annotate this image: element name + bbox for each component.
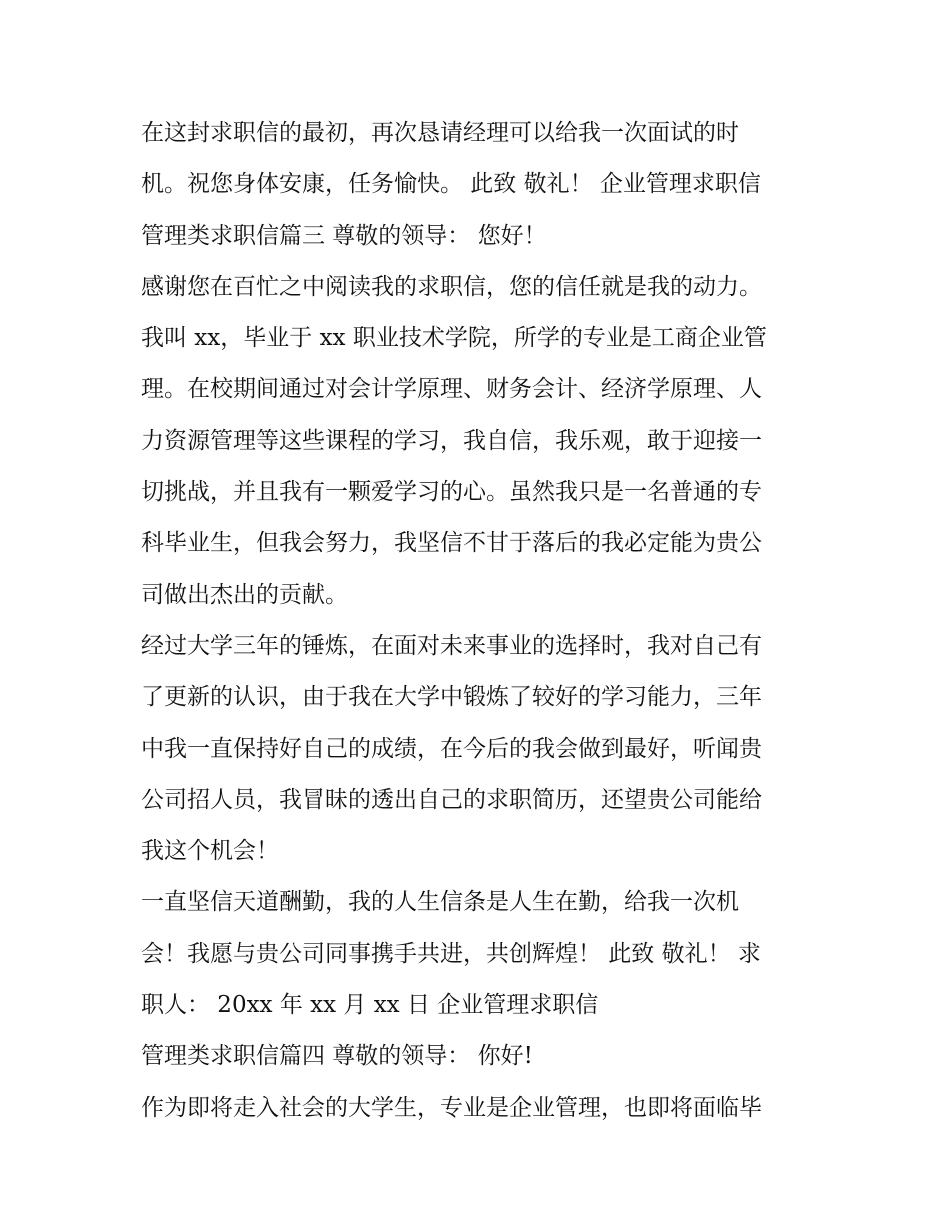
text-line: 了更新的认识，由于我在大学中锻炼了较好的学习能力，三年 [141, 684, 762, 711]
text-line: 经过大学三年的锤炼，在面对未来事业的选择时，我对自己有 [141, 632, 762, 659]
text-line: 理。在校期间通过对会计学原理、财务会计、经济学原理、人 [141, 376, 762, 403]
text-line: 会！我愿与贵公司同事携手共进，共创辉煌！ 此致 敬礼！ 求 [141, 940, 761, 967]
text-line: 我这个机会！ [141, 838, 279, 865]
text-line: 中我一直保持好自己的成绩，在今后的我会做到最好，听闻贵 [141, 735, 762, 762]
text-line: 作为即将走入社会的大学生，专业是企业管理，也即将面临毕 [141, 1094, 762, 1121]
text-line: 我叫 xx，毕业于 xx 职业技术学院，所学的专业是工商企业管 [141, 325, 767, 352]
text-line: 司做出杰出的贡献。 [141, 581, 348, 608]
text-line: 切挑战，并且我有一颗爱学习的心。虽然我只是一名普通的专 [141, 479, 762, 506]
text-line: 一直坚信天道酬勤，我的人生信条是人生在勤，给我一次机 [141, 889, 739, 916]
section-heading-line: 管理类求职信篇三 尊敬的领导： 您好！ [141, 222, 547, 249]
text-line: 在这封求职信的最初，再次恳请经理可以给我一次面试的时 [141, 120, 739, 146]
text-line: 机。祝您身体安康，任务愉快。 此致 敬礼！ 企业管理求职信 [141, 171, 761, 198]
text-line: 公司招人员，我冒昧的透出自己的求职简历，还望贵公司能给 [141, 786, 762, 813]
letter-body [141, 108, 821, 1134]
text-line: 感谢您在百忙之中阅读我的求职信，您的信任就是我的动力。 [141, 273, 762, 300]
section-heading-line: 管理类求职信篇四 尊敬的领导： 你好! [141, 1043, 533, 1070]
text-line: 科毕业生，但我会努力，我坚信不甘于落后的我必定能为贵公 [141, 530, 762, 557]
text-line: 力资源管理等这些课程的学习，我自信，我乐观，敢于迎接一 [141, 427, 762, 454]
signature-date-line: 职人： 20xx 年 xx 月 xx 日 企业管理求职信 [141, 992, 599, 1019]
